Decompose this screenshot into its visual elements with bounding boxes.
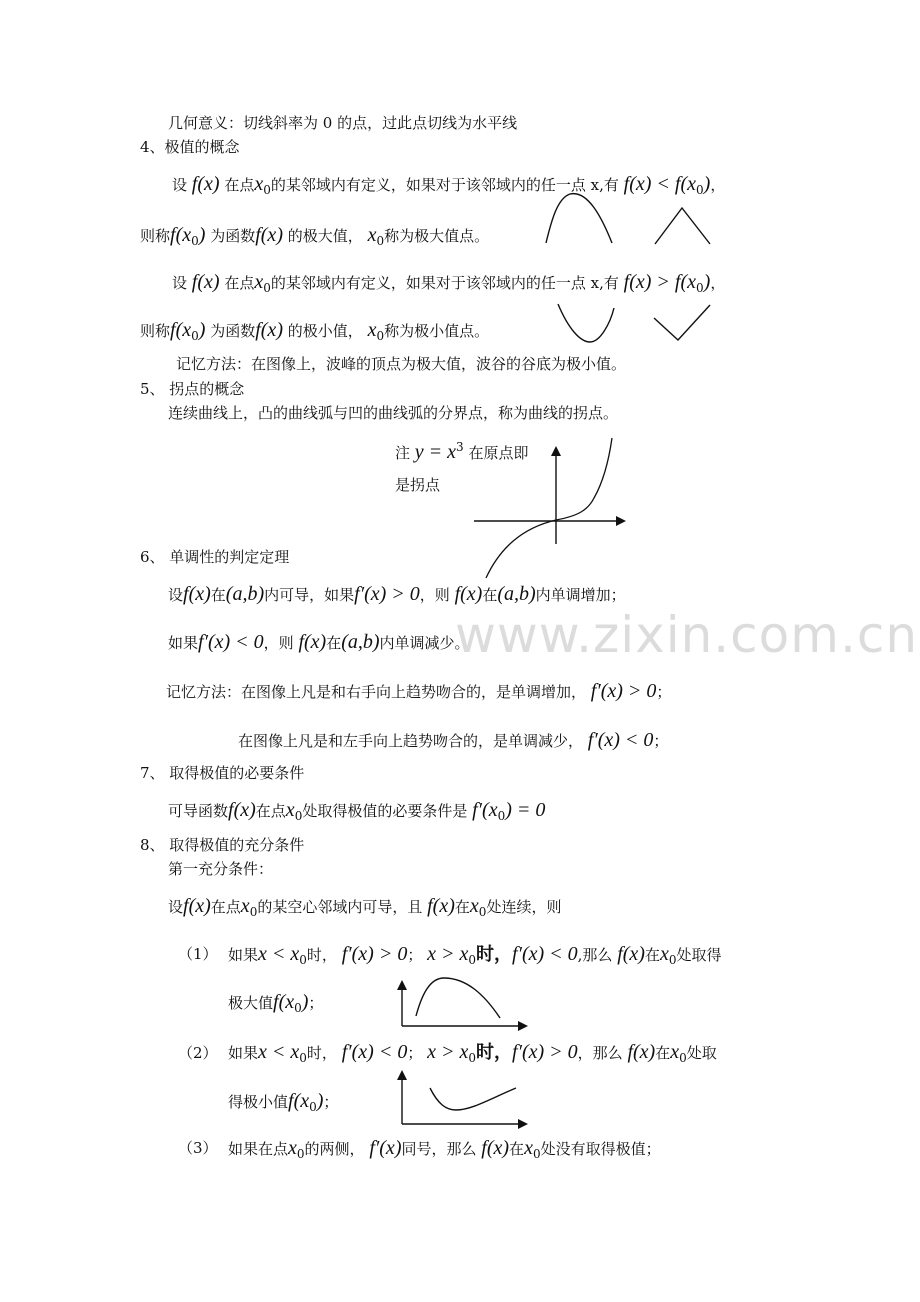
minimum-sketch-figure [392,1064,532,1130]
geometric-meaning-text: 几何意义：切线斜率为 0 的点，过此点切线为水平线 [168,114,518,132]
first-sufficient-condition-label: 第一充分条件： [168,860,274,878]
max-conclusion-line: 则称$f(x_0)$ 为函数f(x) 的极大值， $x_0$称为极大值点。 [140,224,490,248]
sharp-peak-curve [655,208,710,244]
inflection-note-line2: 是拐点 [395,476,441,494]
y-axis-arrow [551,446,561,456]
y-axis-arrow [397,1070,407,1080]
sharp-valley-curve [654,305,710,340]
case-1-line: 如果$x < x_0$时， f′(x) > 0； $x > x_0$时，f′(x) < 0,那么 f(x)在$x_0$处取得 [228,943,722,967]
max-definition-line: 设 f(x) 在点$x_0$的某邻域内有定义，如果对于该邻域内的任一点 x,有 $f(x) < f(x_0)$， [172,173,726,197]
case-1-conclusion: 极大值$f(x_0)$； [228,991,324,1015]
section-7-heading: 7、 取得极值的必要条件 [140,764,305,782]
maximum-curves-figure [540,188,720,248]
section-8-heading: 8、 取得极值的充分条件 [140,836,305,854]
monotonic-memory-decrease: 在图像上凡是和左手向上趋势吻合的，是单调减少， f′(x) < 0； [238,729,669,751]
x-axis-arrow [616,516,626,526]
case-3-line: 如果在点$x_0$的两侧， f′(x)同号，那么 f(x)在$x_0$处没有取得极值； [228,1137,661,1161]
inflection-note-line1: 注 $y = x^3$ 在原点即 [395,440,529,463]
y-axis-arrow [397,980,407,990]
necessary-condition-line: 可导函数f(x)在点$x_0$处取得极值的必要条件是 $f'(x_0) = 0$ [168,799,546,823]
minimum-curves-figure [550,300,720,350]
smooth-peak-curve [546,194,612,243]
min-definition-line: 设 f(x) 在点$x_0$的某邻域内有定义，如果对于该邻域内的任一点 x,有 $f(x) > f(x_0)$， [172,271,726,295]
watermark-text: www.zixin.com.cn [455,606,919,664]
monotonic-increase-line: 设f(x)在(a,b)内可导，如果f′(x) > 0，则 f(x)在(a,b)内单调增加； [168,583,626,605]
min-conclusion-line: 则称$f(x_0)$ 为函数f(x) 的极小值， $x_0$称为极小值点。 [140,319,490,343]
case-2-conclusion: 得极小值$f(x_0)$； [228,1090,339,1114]
min-curve [430,1088,516,1110]
cubic-inflection-figure [470,436,640,586]
monotonic-decrease-line: 如果f′(x) < 0，则 f(x)在(a,b)内单调减少。 [168,631,470,653]
monotonic-memory-increase: 记忆方法：在图像上凡是和右手向上趋势吻合的，是单调增加， f′(x) > 0； [166,680,672,702]
case-3-number: （3） [178,1139,218,1157]
x-axis-arrow [518,1021,528,1031]
inflection-definition: 连续曲线上，凸的曲线弧与凹的曲线弧的分界点，称为曲线的拐点。 [168,404,619,422]
x-axis-arrow [518,1119,528,1129]
max-curve [416,978,500,1018]
sufficient-premise-line: 设f(x)在点$x_0$的某空心邻域内可导，且 f(x)在$x_0$处连续，则 [168,895,562,919]
extremum-memory-tip: 记忆方法：在图像上，波峰的顶点为极大值，波谷的谷底为极小值。 [176,355,627,373]
section-5-heading: 5、 拐点的概念 [140,380,245,398]
cubic-curve [486,438,612,578]
maximum-sketch-figure [392,970,532,1032]
section-6-heading: 6、 单调性的判定定理 [140,548,290,566]
case-2-number: （2） [178,1044,218,1062]
case-1-number: （1） [178,945,218,963]
smooth-valley-curve [558,304,614,342]
section-4-heading: 4、极值的概念 [140,138,240,156]
case-2-line: 如果$x < x_0$时， f′(x) < 0； $x > x_0$时，f′(x) > 0，那么 f(x)在$x_0$处取 [228,1041,717,1065]
